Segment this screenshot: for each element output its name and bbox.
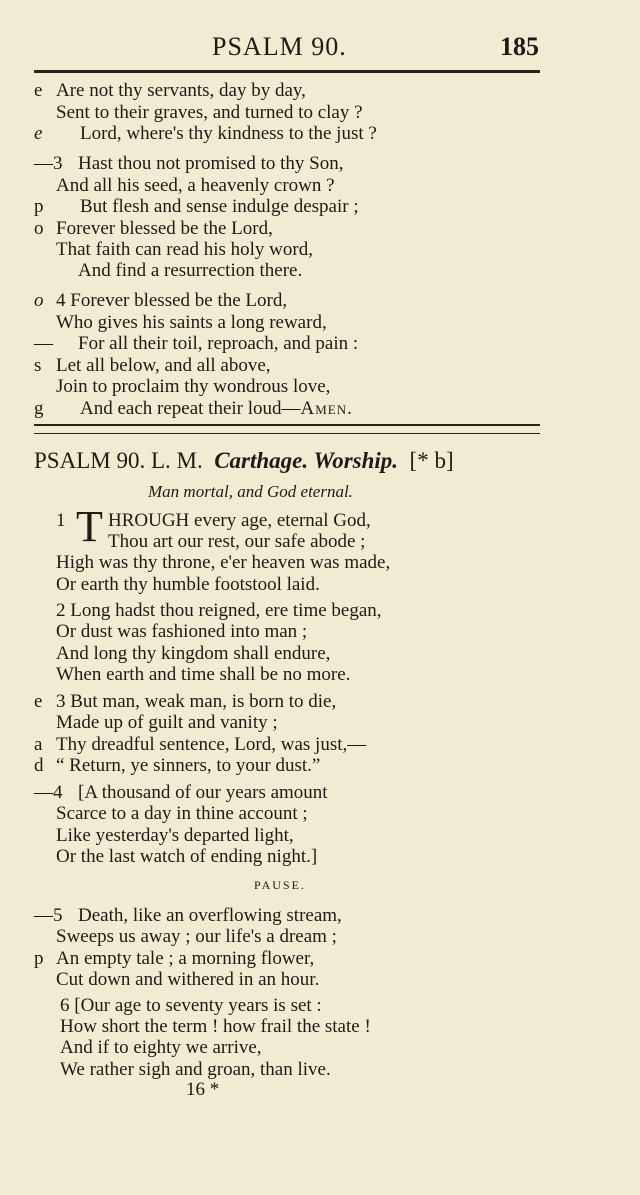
header-rule (34, 70, 540, 73)
running-header-title: PSALM 90. (212, 32, 347, 61)
verse-line: 3 But man, weak man, is born to die, (56, 691, 337, 712)
verse-line: Forever blessed be the Lord, (56, 218, 273, 239)
verse-line (80, 398, 353, 420)
dynamic-mark: p (34, 196, 44, 217)
psalm-subtitle: Man mortal, and God eternal. (148, 482, 353, 501)
verse-line: [A thousand of our years amount (78, 782, 328, 803)
verse-line: 6 [Our age to seventy years is set : (60, 995, 322, 1016)
verse-line: Who gives his saints a long reward, (56, 312, 327, 333)
verse-line: Made up of guilt and vanity ; (56, 712, 278, 733)
verse-line: That faith can read his holy word, (56, 239, 313, 260)
section-rule-top (34, 424, 540, 426)
verse-line: How short the term ! how frail the state ! (60, 1016, 371, 1037)
verse-line: Or dust was fashioned into man ; (56, 621, 308, 642)
verse-line: “ Return, ye sinners, to your dust.” (56, 755, 321, 776)
verse-line: Are not thy servants, day by day, (56, 80, 306, 101)
pause-marker: PAUSE. (254, 878, 306, 892)
dynamic-mark: e (34, 123, 43, 144)
verse-line: Join to proclaim thy wondrous love, (56, 376, 331, 397)
dynamic-mark: p (34, 948, 44, 969)
dynamic-mark: s (34, 355, 42, 376)
verse-line: An empty tale ; a morning flower, (56, 948, 315, 969)
verse-line: And long thy kingdom shall endure, (56, 643, 331, 664)
verse-line: Cut down and withered in an hour. (56, 969, 320, 990)
dynamic-mark: o (34, 218, 44, 239)
drop-cap: T (76, 502, 103, 551)
verse-line: High was thy throne, e'er heaven was made, (56, 552, 391, 573)
verse-line: And if to eighty we arrive, (60, 1037, 262, 1058)
verse-line: 4 Forever blessed be the Lord, (56, 290, 288, 311)
dynamic-mark: —4 (34, 782, 63, 803)
verse-line: But flesh and sense indulge despair ; (80, 196, 359, 217)
dynamic-mark: —3 (34, 153, 63, 174)
verse-line: Death, like an overflowing stream, (78, 905, 342, 926)
dynamic-mark: e (34, 80, 43, 101)
verse-line: Lord, where's thy kindness to the just ? (80, 123, 377, 144)
verse-line: Like yesterday's departed light, (56, 825, 294, 846)
psalm-heading-main: PSALM 90. L. M. (34, 448, 203, 473)
dynamic-mark: — (34, 333, 53, 354)
amen-word: Amen. (300, 398, 353, 419)
dynamic-mark: d (34, 755, 44, 776)
verse-line: Thy dreadful sentence, Lord, was just,— (56, 734, 367, 755)
verse-line: 2 Long hadst thou reigned, ere time began, (56, 600, 382, 621)
verse-line: Or earth thy humble footstool laid. (56, 574, 320, 595)
verse-line: When earth and time shall be no more. (56, 664, 351, 685)
signature-mark: 16 * (186, 1079, 220, 1100)
verse-number: 1 (56, 510, 66, 531)
verse-line: Scarce to a day in thine account ; (56, 803, 308, 824)
verse-line: Thou art our rest, our safe abode ; (108, 531, 366, 552)
verse-line: HROUGH every age, eternal God, (108, 510, 371, 531)
page-number: 185 (500, 32, 539, 61)
psalm-heading (34, 448, 454, 474)
verse-line: And all his seed, a heavenly crown ? (56, 175, 335, 196)
dynamic-mark: g (34, 398, 44, 419)
verse-line-text: And each repeat their loud— (80, 398, 301, 419)
verse-line: We rather sigh and groan, than live. (60, 1059, 331, 1080)
verse-line: Or the last watch of ending night.] (56, 846, 318, 867)
verse-line: Sent to their graves, and turned to clay ? (56, 102, 363, 123)
dynamic-mark: a (34, 734, 43, 755)
psalm-tune-names: Carthage. Worship. (214, 448, 399, 473)
verse-line: For all their toil, reproach, and pain : (78, 333, 359, 354)
verse-line: Let all below, and all above, (56, 355, 271, 376)
verse-line: Sweeps us away ; our life's a dream ; (56, 926, 337, 947)
verse-line: And find a resurrection there. (78, 260, 303, 281)
psalm-heading-mark: [* b] (409, 448, 454, 473)
section-rule-bottom (34, 433, 540, 434)
dynamic-mark: —5 (34, 905, 63, 926)
dynamic-mark: o (34, 290, 44, 311)
dynamic-mark: e (34, 691, 43, 712)
verse-line: Hast thou not promised to thy Son, (78, 153, 344, 174)
